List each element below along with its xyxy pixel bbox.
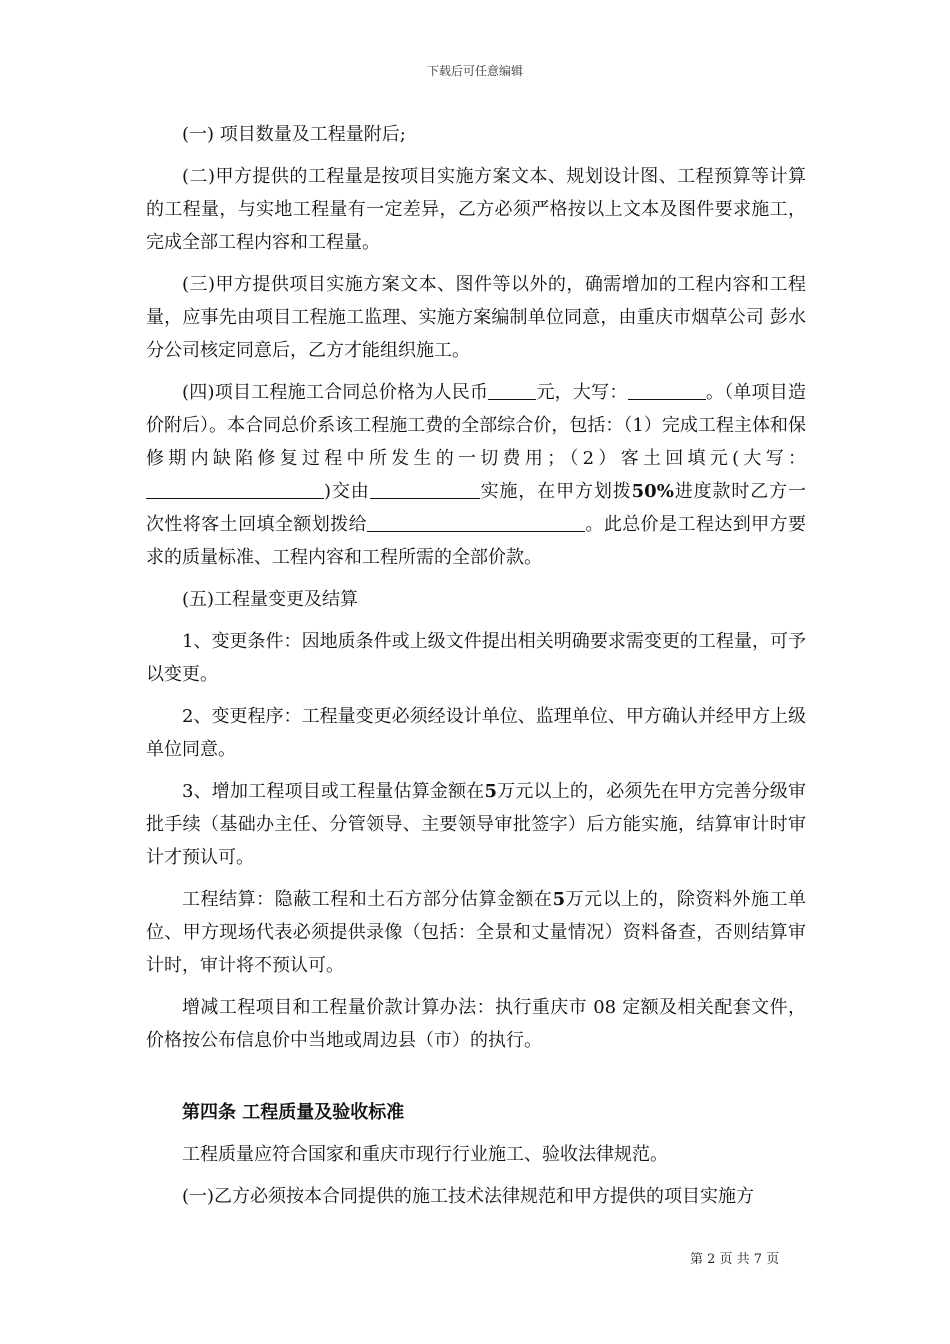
paragraph-change-settlement: (五)工程量变更及结算 [182,589,359,610]
article-4-title: 第四条 工程质量及验收标准 [182,1102,405,1123]
paragraph-provided-quantity: (二)甲方提供的工程量是按项目实施方案文本、规划设计图、工程预算等计算的工程量，与实地工程量有一定差异，乙方必须严格按以上文本及图件要求施工，完成全部工程内容和工程量。 [146,166,806,253]
blank-backfill-words-field[interactable] [146,478,324,499]
paragraph-change-condition: 1、变更条件：因地质条件或上级文件提出相关明确要求需变更的工程量，可予以变更。 [146,631,806,685]
article-4-paragraph-1: (一)乙方必须按本合同提供的施工技术法律规范和甲方提供的项目实施方 [182,1186,755,1207]
paragraph-change-procedure: 2、变更程序：工程量变更必须经设计单位、监理单位、甲方确认并经甲方上级单位同意。 [146,706,806,760]
paragraph-quantity: (一) 项目数量及工程量附后; [182,124,406,145]
page-header: 下载后可任意编辑 [426,64,523,78]
paragraph-added-project: 3、增加工程项目或工程量估算金额在5万元以上的，必须先在甲方完善分级审批手续（基础办主任、分管领导、主要领导审批签字）后方能实施，结算审计时审计才预认可。 [146,781,807,868]
page-footer: 第 2 页 共 7 页 [690,1252,780,1267]
paragraph-settlement: 工程结算：隐蔽工程和土石方部分估算金额在5万元以上的，除资料外施工单位、甲方现场代表必须提供录像（包括：全景和丈量情况）资料备查，否则结算审计时，审计将不预认可。 [146,889,807,976]
spacer [146,1066,806,1096]
paragraph-additional-work: (三)甲方提供项目实施方案文本、图件等以外的，确需增加的工程内容和工程量，应事先由项目工程施工监理、实施方案编制单位同意，由重庆市烟草公司 彭水 分公司核定同意后，乙方才能组织施工。 [146,274,806,361]
blank-amount-words-field[interactable] [628,379,706,400]
blank-recipient-field[interactable] [367,511,585,532]
article-4-paragraph-standard: 工程质量应符合国家和重庆市现行行业施工、验收法律规范。 [182,1144,668,1165]
blank-amount-field[interactable] [488,379,536,400]
document-body [146,118,806,1222]
blank-contractor-field[interactable] [370,478,480,499]
paragraph-contract-price: (四)项目工程施工合同总价格为人民币 元，大写： 。（单项目造价附后）。本合同总价系该工程施工费的全部综合价，包括：（1）完成工程主体和保修期内缺陷修复过程中所发生的一切费用；（2）客土回填元(大写：)交由 实施，在甲方划拨50%进度款时乙方一次性将客土回填全额划拨给 。此总价是工程达到甲方要求的质量标准、工程内容和工程所需的全部价款。 [146,376,806,574]
paragraph-pricing-method: 增减工程项目和工程量价款计算办法：执行重庆市 08 定额及相关配套文件，价格按公布信息价中当地或周边县（市）的执行。 [146,997,806,1051]
